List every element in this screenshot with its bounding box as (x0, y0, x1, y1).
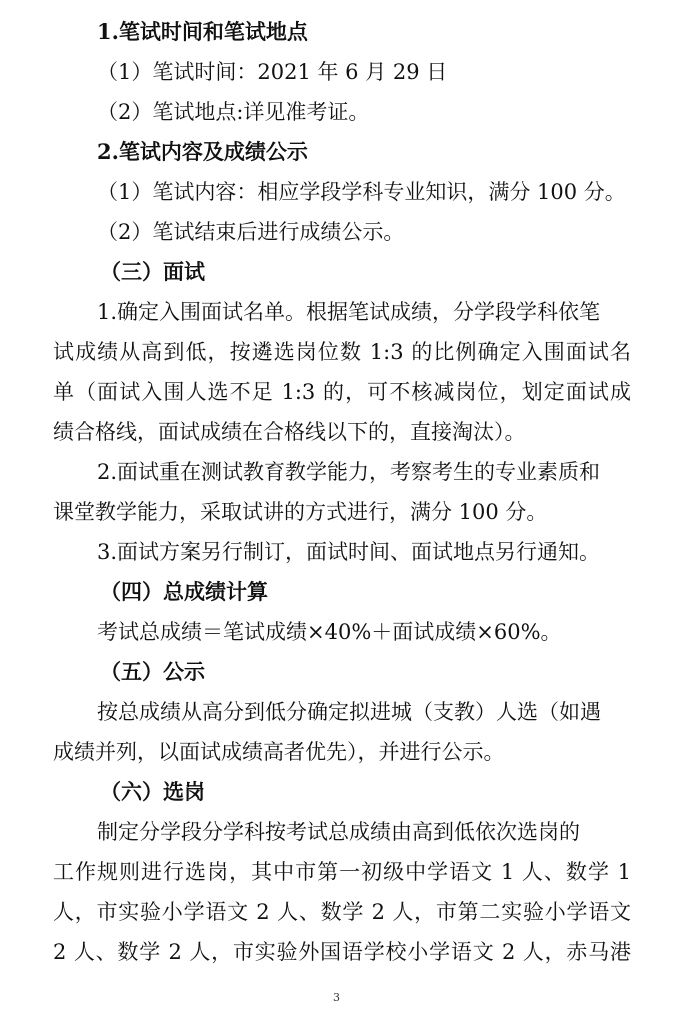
paragraph-line: 按总成绩从高分到低分确定拟进城（支教）人选（如遇 (97, 700, 601, 724)
paragraph-line: 课堂教学能力，采取试讲的方式进行，满分 100 分。 (53, 500, 548, 524)
section-heading-total-score: （四）总成绩计算 (100, 579, 268, 604)
section-heading-interview: （三）面试 (100, 259, 205, 284)
paragraph-line: 制定分学段分学科按考试总成绩由高到低依次选岗的 (97, 820, 580, 844)
total-score-formula: 考试总成绩＝笔试成绩×40%＋面试成绩×60%。 (97, 620, 562, 644)
section-heading-written-exam-time-place: 1.笔试时间和笔试地点 (97, 19, 308, 44)
paragraph-line: 1.确定入围面试名单。根据笔试成绩，分学段学科依笔 (97, 300, 601, 324)
paragraph-line: 2.面试重在测试教育教学能力，考察考生的专业素质和 (97, 460, 601, 484)
page-number: 3 (333, 991, 340, 1004)
exam-time-item: （1）笔试时间：2021 年 6 月 29 日 (97, 60, 448, 84)
paragraph-line: 2 人、数学 2 人，市实验外国语学校小学语文 2 人，赤马港 (53, 940, 631, 964)
paragraph-line: 单（面试入围人选不足 1:3 的，可不核减岗位，划定面试成 (53, 380, 631, 404)
paragraph-line: 3.面试方案另行制订，面试时间、面试地点另行通知。 (97, 540, 601, 564)
section-heading-position-selection: （六）选岗 (100, 779, 205, 804)
paragraph-line: 工作规则进行选岗，其中市第一初级中学语文 1 人、数学 1 (53, 860, 631, 884)
paragraph-line: 成绩并列，以面试成绩高者优先），并进行公示。 (53, 740, 505, 764)
paragraph-line: 试成绩从高到低，按遴选岗位数 1:3 的比例确定入围面试名 (53, 340, 631, 364)
paragraph-line: 人，市实验小学语文 2 人、数学 2 人，市第二实验小学语文 (53, 900, 631, 924)
section-heading-publicity: （五）公示 (100, 659, 205, 684)
paragraph-line: 绩合格线，面试成绩在合格线以下的，直接淘汰）。 (53, 420, 526, 444)
exam-content-item: （1）笔试内容：相应学段学科专业知识，满分 100 分。 (97, 180, 626, 204)
score-publication-item: （2）笔试结束后进行成绩公示。 (97, 220, 405, 244)
exam-place-item: （2）笔试地点:详见准考证。 (97, 100, 370, 124)
section-heading-exam-content: 2.笔试内容及成绩公示 (97, 139, 308, 164)
